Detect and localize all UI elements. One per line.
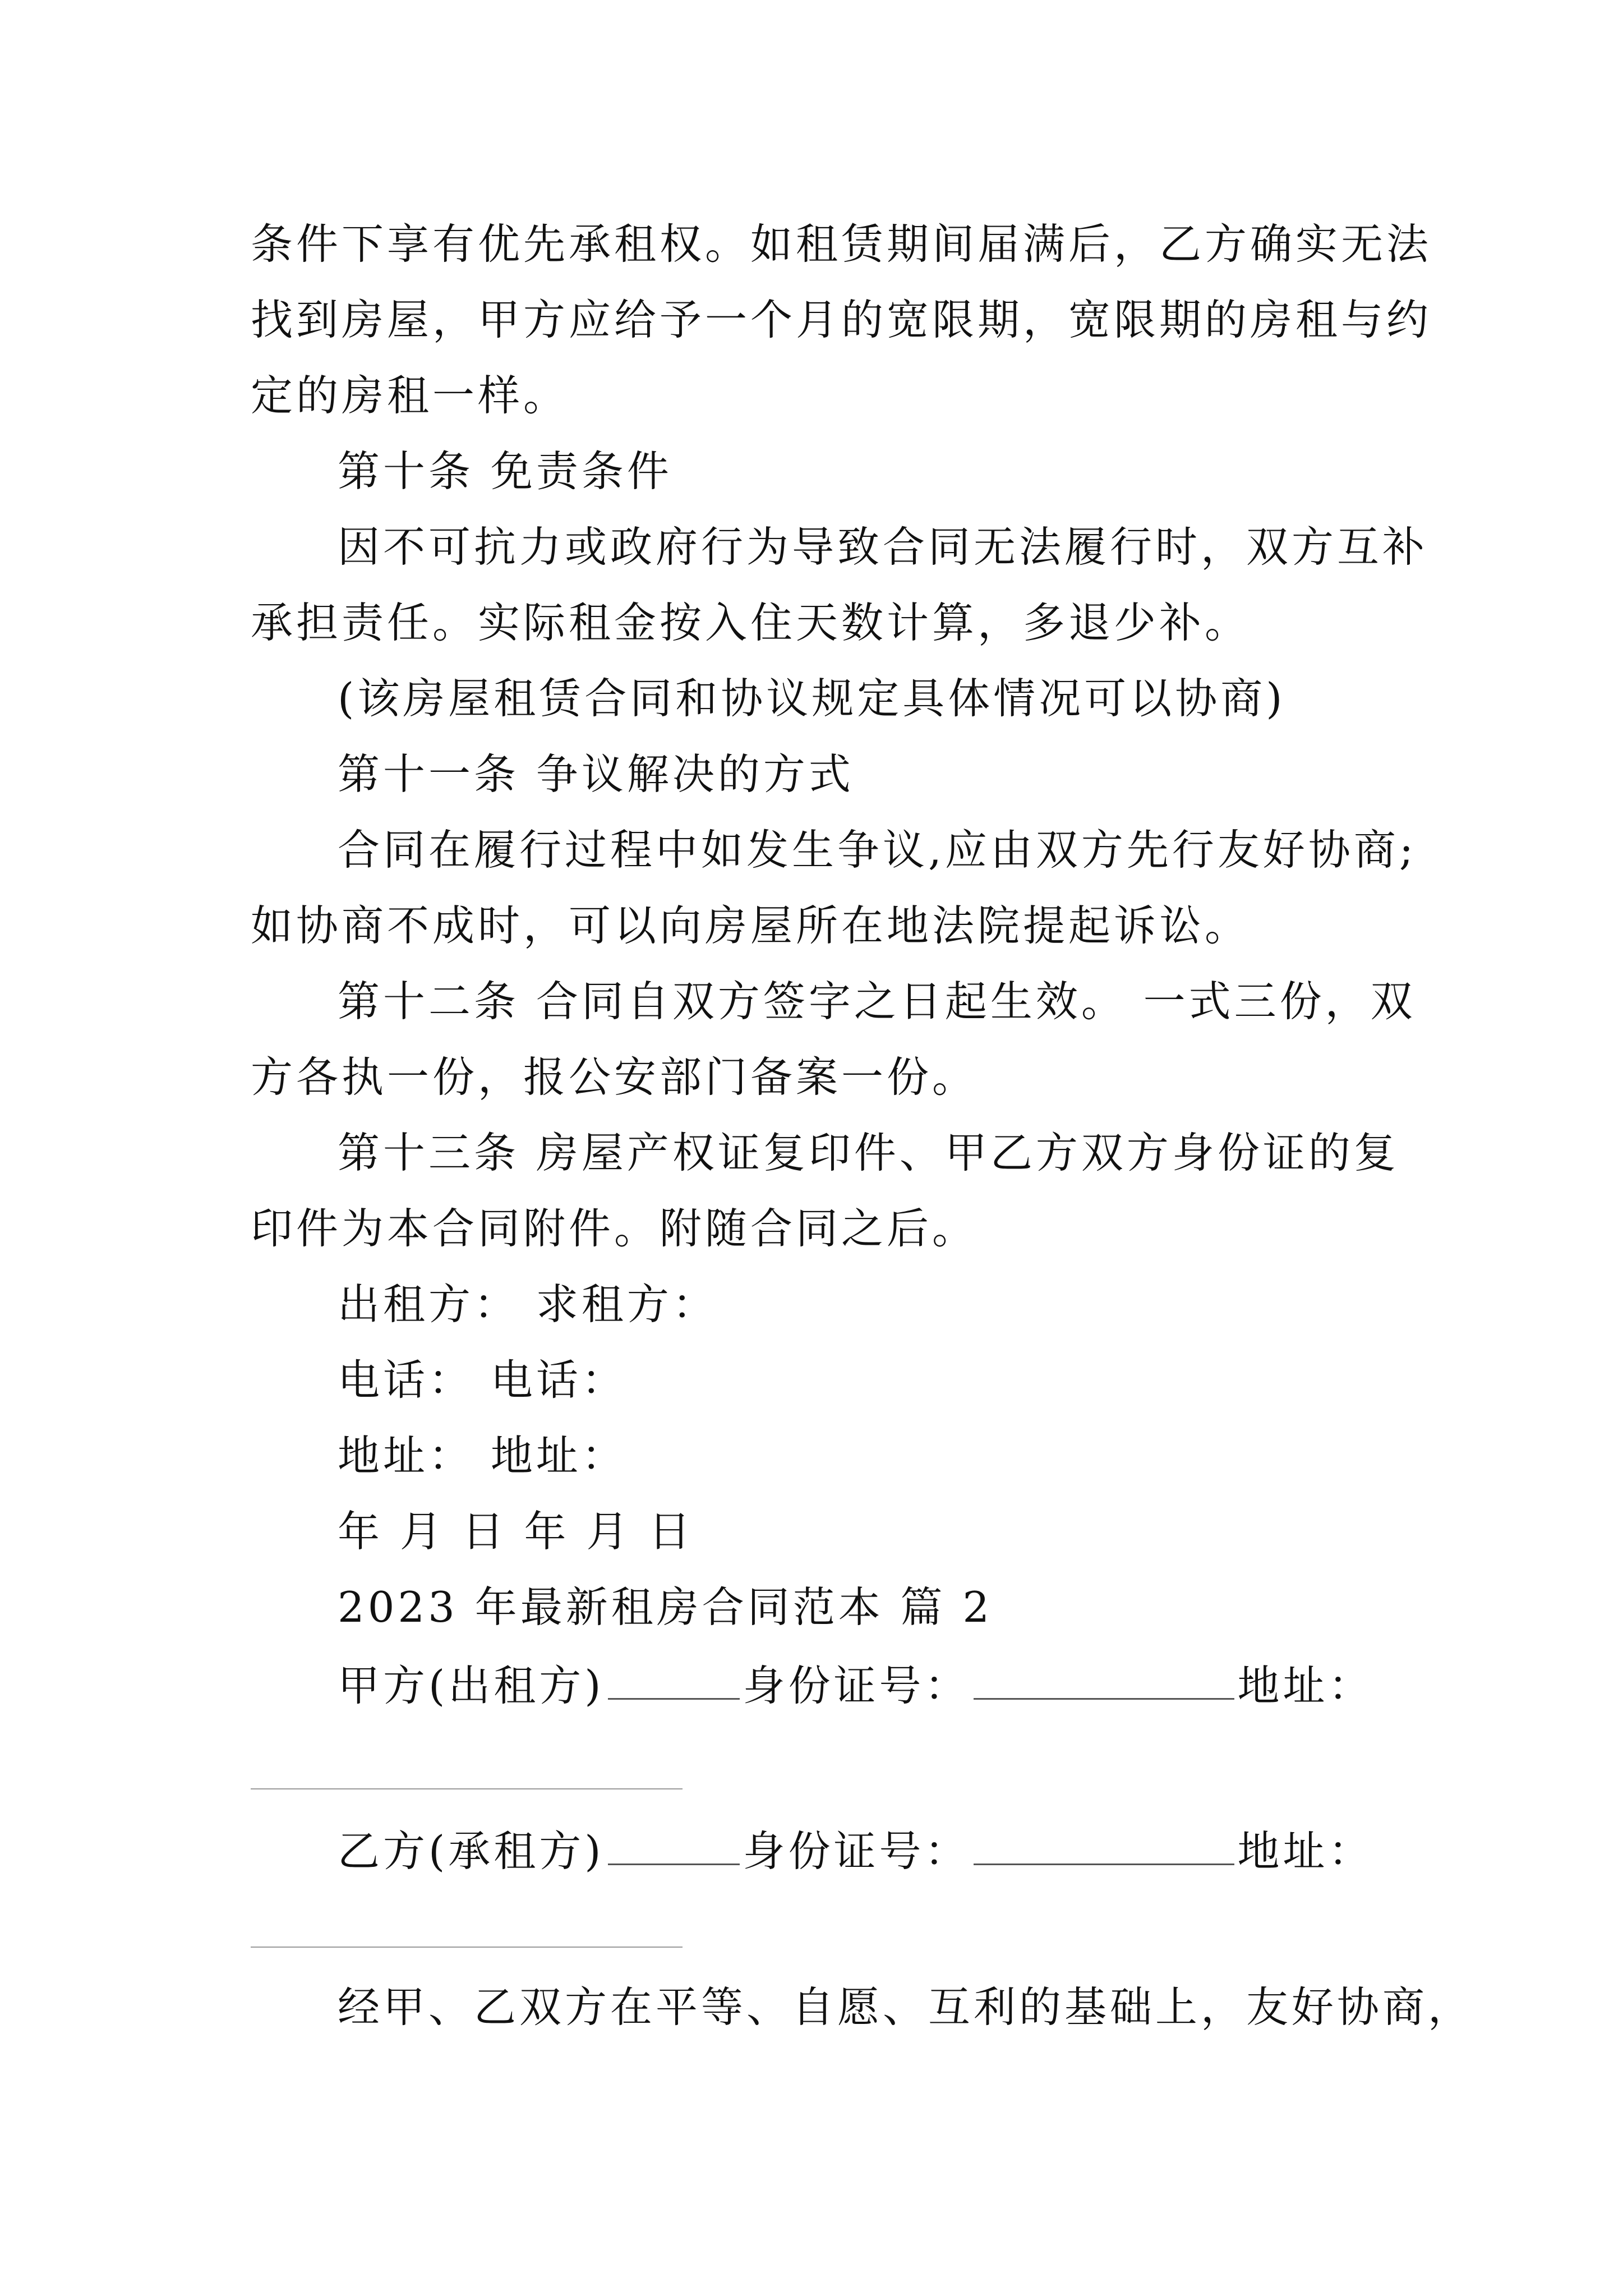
paragraph-line: 第十三条 房屋产权证复印件、甲乙方双方身份证的复 — [338, 1128, 1399, 1177]
signature-phones: 电话： 电话： — [338, 1355, 627, 1405]
paragraph-line: 第十二条 合同自双方签字之日起生效。 一式三份，双 — [338, 977, 1416, 1026]
paragraph-line: 方各执一份，报公安部门备案一份。 — [251, 1052, 978, 1102]
paragraph-line: 定的房租一样。 — [251, 371, 569, 420]
party-a-id-label: 身份证号： — [743, 1661, 970, 1710]
paragraph-line: 找到房屋，甲方应给予一个月的宽限期，宽限期的房租与约 — [251, 295, 1432, 344]
clause-heading: 第十条 免责条件 — [338, 447, 672, 496]
party-a-row — [338, 1658, 1378, 1714]
party-b-id-label: 身份证号： — [743, 1826, 970, 1876]
paragraph-line: 合同在履行过程中如发生争议,应由双方先行友好协商; — [338, 825, 1417, 875]
paragraph-line: 如协商不成时，可以向房屋所在地法院提起诉讼。 — [251, 901, 1251, 950]
party-a-label: 甲方(出租方) — [338, 1661, 605, 1710]
party-b-label: 乙方(承租方) — [338, 1826, 605, 1876]
paragraph-line: 因不可抗力或政府行为导致合同无法履行时，双方互补 — [338, 522, 1428, 572]
party-b-address-blank[interactable] — [251, 1947, 683, 1948]
party-a-id-blank[interactable] — [974, 1658, 1234, 1700]
signature-dates: 年 月 日 年 月 日 — [338, 1507, 694, 1556]
section-title: 2023 年最新租房合同范本 篇 2 — [338, 1582, 993, 1632]
party-a-name-blank[interactable] — [608, 1658, 740, 1700]
party-a-address-blank[interactable] — [251, 1788, 683, 1789]
party-b-name-blank[interactable] — [608, 1823, 740, 1865]
party-b-id-blank[interactable] — [974, 1823, 1234, 1865]
signature-addresses: 地址： 地址： — [338, 1431, 627, 1480]
paragraph-line: 经甲、乙双方在平等、自愿、互利的基础上，友好协商， — [338, 1982, 1474, 2032]
signature-parties: 出租方： 求租方： — [338, 1280, 718, 1329]
party-a-address-label: 地址： — [1237, 1661, 1374, 1710]
paragraph-line: 印件为本合同附件。附随合同之后。 — [251, 1204, 978, 1253]
party-b-row — [338, 1823, 1378, 1879]
clause-heading: 第十一条 争议解决的方式 — [338, 749, 854, 799]
party-b-address-label: 地址： — [1237, 1826, 1374, 1876]
paragraph-line: (该房屋租赁合同和协议规定具体情况可以协商) — [338, 674, 1286, 723]
paragraph-line: 条件下享有优先承租权。如租赁期间届满后，乙方确实无法 — [251, 219, 1432, 269]
paragraph-line: 承担责任。实际租金按入住天数计算，多退少补。 — [251, 598, 1251, 647]
